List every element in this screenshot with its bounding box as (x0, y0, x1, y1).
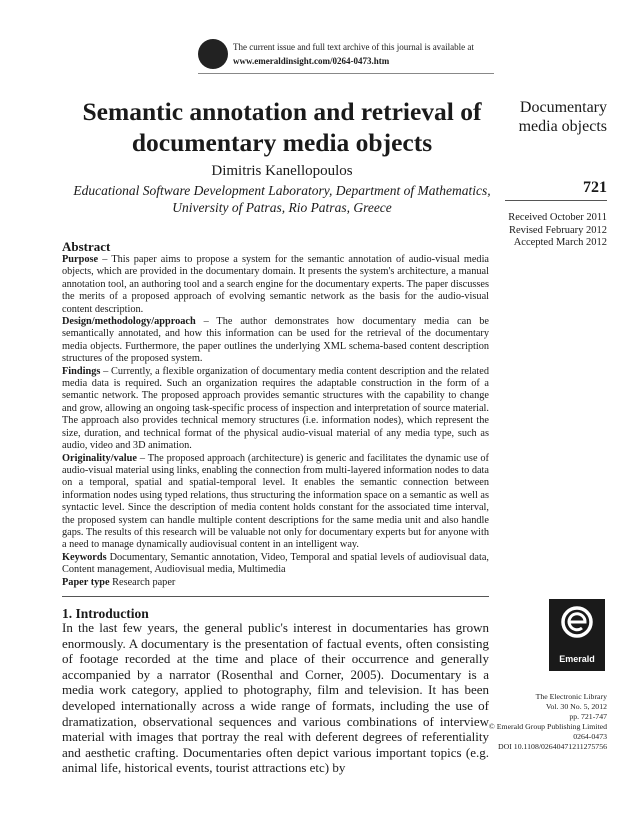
introduction-paragraph: In the last few years, the general public's interest in documentaries has grown enormously. A documentary is the presentation of factual events, often consisting of footage recorded at the time and place of their occurrence and generally accompanied by a narrator (Rosenthal and Corner, 2005). Documentary is a media work category, applied to photography, film and television. It has been developed internationally across a wide range of formats, including the use of dramatization, observational sequences and various combinations of interview material with images that portray the real with deferent degrees of referentiality and aesthetic crafting. Documentaries often depict various important topics (e.g. animal life, historical events, tourist attractions etc) by (62, 620, 489, 776)
journal-name: The Electronic Library (535, 692, 607, 701)
publication-info (486, 692, 607, 752)
purpose-label: Purpose (62, 254, 99, 265)
findings-text: – Currently, a flexible organization of documentary media content description and the related media data is required. Such an organization requires the adaptable construction in the form of a semantic network. The proposed approach provides semantic structures with the capability to change and grow, allowing an ongoing task-specific process of inspection and interpretation of source material. The approach also provides technical memory structures (i.e. information nodes), which represent the size, duration, and technical format of the physical audio-visual material of any media type, such as audio, video and 3D animation. (62, 365, 489, 452)
abstract-body (62, 254, 489, 589)
keywords-text: Documentary, Semantic annotation, Video, Temporal and spatial levels of audiovisual data, Content management, Audiovisual media, Multimedia (62, 551, 489, 576)
doi[interactable]: DOI 10.1108/02640471211275756 (497, 742, 607, 751)
emerald-e-icon (560, 605, 594, 639)
banner-text: The current issue and full text archive of this journal is available at (233, 42, 474, 52)
article-title: Semantic annotation and retrieval of documentary media objects (82, 97, 482, 157)
submission-dates (490, 212, 607, 250)
introduction-heading: 1. Introduction (62, 606, 149, 621)
design-label: Design/methodology/approach (62, 316, 196, 328)
abstract-purpose (62, 254, 489, 316)
page-number: 721 (583, 179, 607, 196)
keywords-label: Keywords (62, 551, 107, 563)
abstract-keywords (62, 552, 489, 577)
abstract-design (62, 316, 489, 366)
banner-divider (198, 73, 494, 74)
paper-type-text: Research paper (109, 576, 176, 588)
copyright: © Emerald Group Publishing Limited (488, 722, 607, 731)
abstract-findings (62, 366, 489, 453)
abstract-paper-type (62, 577, 489, 589)
design-text: – The author demonstrates how documentary media can be semantically annotated, and how this information can be used for the retrieval of the documentary media objects. Furthermore, the paper outlines the underlying XML schema-based content description structures of the proposed system. (62, 316, 489, 365)
journal-globe-logo (198, 39, 228, 69)
abstract-heading: Abstract (62, 239, 111, 254)
introduction-body (62, 620, 489, 776)
journal-volume: Vol. 30 No. 5, 2012 (545, 702, 607, 711)
originality-label: Originality/value (62, 452, 137, 464)
originality-text: – The proposed approach (architecture) is generic and facilitates the dynamic use of audio-visual material using links, enabling the connection from multi-layered information nodes to data on a temporal, spatial and spatial-temporal level. It enables the semantic connection between information nodes using typed relations, thus structuring the information space on a semantic as well as syntactic level. Since the description of media content holds constant for the associated time interval, the proposed system can handle multiple content descriptions for the same media unit and also handle gaps. The results of this research will be valuable not only for documentary experts but for anyone with a need to manage dynamically audiovisual content in an intelligent way. (62, 452, 489, 551)
abstract-originality (62, 453, 489, 552)
journal-pages: pp. 721-747 (569, 712, 607, 721)
accepted-date: Accepted March 2012 (513, 237, 607, 248)
findings-label: Findings (62, 365, 101, 377)
revised-date: Revised February 2012 (509, 224, 607, 236)
author-affiliation: Educational Software Development Laboratory, Department of Mathematics, University of Patras, Rio Patras, Greece (73, 183, 491, 215)
sidebar-divider (505, 200, 607, 201)
purpose-text: – This paper aims to propose a system for the semantic annotation of audio-visual media objects, which are provided in the documentary domain. It presents the system's architecture, a manual annotation tool, an authoring tool and a search engine for the documentary experts. The paper discusses the merits of a proposed approach of evolving semantic network as the basis for the audio-visual content description. (62, 254, 489, 315)
running-section-title: Documentary media objects (518, 99, 607, 135)
author-name: Dimitris Kanellopoulos (211, 163, 353, 179)
paper-type-label: Paper type (62, 576, 110, 588)
issn: 0264-0473 (573, 732, 607, 741)
banner-url[interactable]: www.emeraldinsight.com/0264-0473.htm (233, 56, 390, 66)
abstract-divider (62, 596, 489, 597)
received-date: Received October 2011 (508, 212, 607, 223)
emerald-logo-text: Emerald (559, 654, 595, 664)
